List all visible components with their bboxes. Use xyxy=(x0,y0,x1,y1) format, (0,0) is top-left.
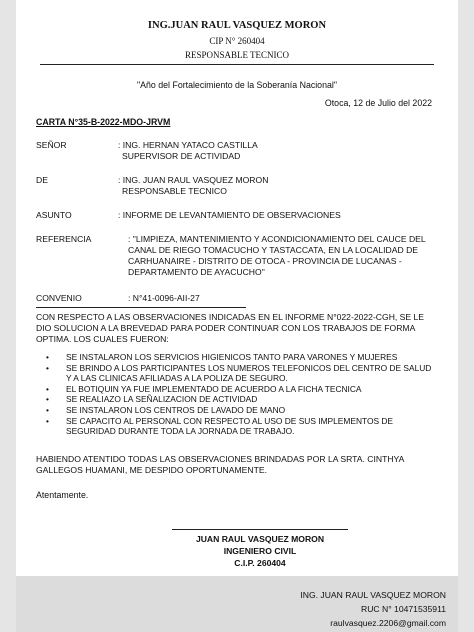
document-page xyxy=(16,0,458,620)
list-item: • SE INSTALARON LOS CENTROS DE LAVADO DE MANO xyxy=(46,404,286,415)
footer-ruc: RUC N° 10471535911 xyxy=(361,604,446,614)
referencia-label: REFERENCIA xyxy=(36,234,92,244)
asunto-value: : INFORME DE LEVANTAMIENTO DE OBSERVACIONES xyxy=(118,210,341,220)
intro-paragraph: CON RESPECTO A LAS OBSERVACIONES INDICADAS EN EL INFORME N°022-2022-CGH, SE LE DIO SOLUCION A LA BREVEDAD PARA PODER CONTINUAR CON LOS TRABAJOS DE FORMA OPTIMA. LOS CUALES FUERON: xyxy=(36,312,425,344)
referencia-value: : "LIMPIEZA, MANTENIMIENTO Y ACONDICIONAMIENTO DEL CAUCE DEL CANAL DE RIEGO TOMACUCHO Y TASTACCATA, EN LA LOCALIDAD DE CARHUANAIRE - DISTRITO DE OTOCA - PROVINCIA DE LUCANAS - DEPARTAMENTO DE AYACUCHO" xyxy=(128,234,426,277)
signature-title: INGENIERO CIVIL xyxy=(223,546,297,556)
senor-label: SEÑOR xyxy=(36,140,67,150)
bullet-icon: • xyxy=(46,383,49,394)
senor-value-1: : ING. HERNAN YATACO CASTILLA xyxy=(118,140,258,150)
list-item: • SE BRINDO A LOS PARTICIPANTES LOS NUMEROS TELEFONICOS DEL CENTRO DE SALUD Y A LAS CLINICAS AFILIADAS A LA POLIZA DE SEGURO. xyxy=(46,362,432,384)
bullet-icon: • xyxy=(46,394,49,405)
senor-value-2: SUPERVISOR DE ACTIVIDAD xyxy=(122,151,241,161)
list-item: • EL BOTIQUIN YA FUE IMPLEMENTADO DE ACUERDO A LA FICHA TECNICA xyxy=(46,383,362,394)
date-line: Otoca, 12 de Julio del 2022 xyxy=(324,98,432,108)
convenio-value: : N°41-0096-AII-27 xyxy=(128,293,200,303)
year-motto: "Año del Fortalecimiento de la Soberanía Nacional" xyxy=(137,80,337,90)
header-divider xyxy=(40,64,434,65)
footer-name: ING. JUAN RAUL VASQUEZ MORON xyxy=(300,590,446,600)
header-role: RESPONSABLE TECNICO xyxy=(184,50,290,60)
list-item: • SE REALIAZO LA SEÑALIZACION DE ACTIVIDAD xyxy=(46,394,258,405)
list-item: • SE INSTALARON LOS SERVICIOS HIGIENICOS TANTO PARA VARONES Y MUJERES xyxy=(46,352,398,362)
bullet-icon: • xyxy=(46,415,49,426)
convenio-underline xyxy=(36,307,246,308)
footer-email: raulvasquez.2206@gmail.com xyxy=(330,618,446,628)
bullet-icon: • xyxy=(46,362,49,373)
bullet-icon: • xyxy=(46,404,49,415)
signature-line xyxy=(172,529,348,530)
bullet-icon: • xyxy=(46,352,49,362)
de-value-1: : ING. JUAN RAUL VASQUEZ MORON xyxy=(118,175,269,185)
list-item: • SE CAPACITO AL PERSONAL CON RESPECTO AL USO DE SUS IMPLEMENTOS DE SEGURIDAD DURANTE TODA LA JORNADA DE TRABAJO. xyxy=(46,415,394,437)
de-label: DE xyxy=(36,175,48,185)
closing-paragraph: HABIENDO ATENTIDO TODAS LAS OBSERVACIONES BRINDADAS POR LA SRTA. CINTHYA GALLEGOS HUAMANI, ME DESPIDO OPORTUNAMENTE. xyxy=(36,454,404,475)
observations-list xyxy=(36,352,436,437)
page-footer xyxy=(16,576,458,632)
signature-cip: C.I.P. 260404 xyxy=(234,558,286,568)
signature-name: JUAN RAUL VASQUEZ MORON xyxy=(195,534,325,544)
asunto-label: ASUNTO xyxy=(36,210,72,220)
convenio-label: CONVENIO xyxy=(36,293,82,303)
salutation: Atentamente. xyxy=(36,490,89,500)
de-value-2: RESPONSABLE TECNICO xyxy=(122,186,227,196)
header-name: ING.JUAN RAUL VASQUEZ MORON xyxy=(147,20,327,31)
letter-reference: CARTA N°35-B-2022-MDO-JRVM xyxy=(36,117,171,127)
header-cip: CIP N° 260404 xyxy=(209,36,265,46)
